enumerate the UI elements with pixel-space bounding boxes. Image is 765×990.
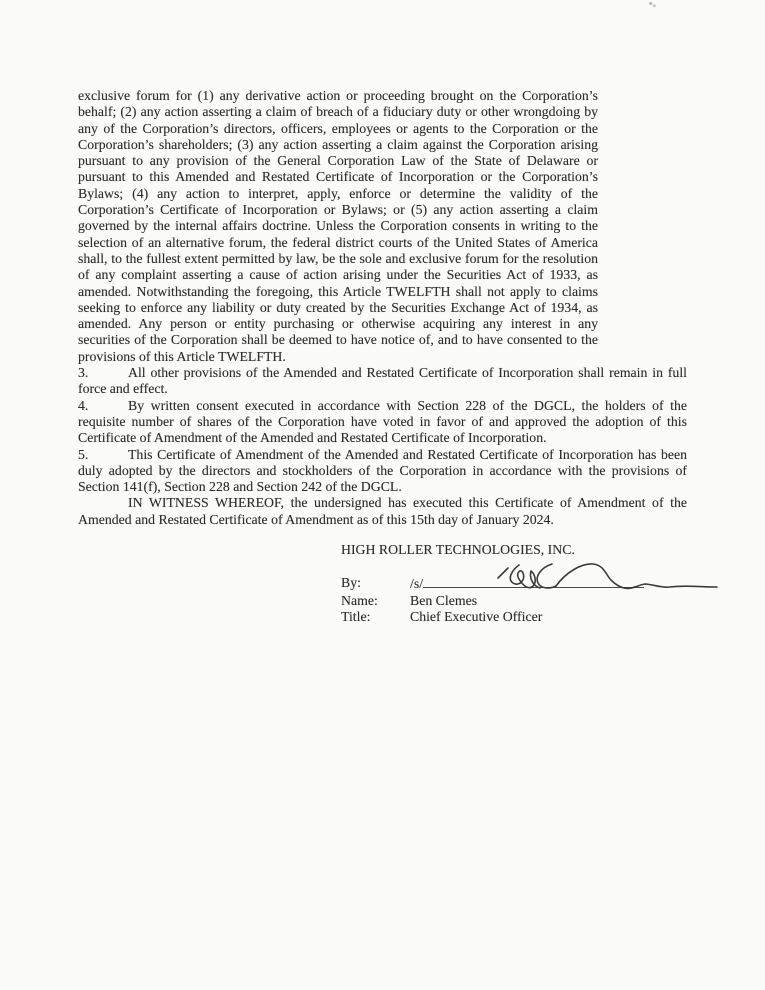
signature-value [410,575,644,592]
paragraph-number: 3. [78,365,89,381]
paragraph-text: By written consent executed in accordance with Section 228 of the DGCL, the holders of the requisite number of shares of the Corporation have voted in favor of and approved the adoption of this Certificate of Amendment of the Amended and Restated Certificate of Incorporation. [78,397,687,446]
paragraph-number: 4. [78,397,89,413]
article-twelfth-paragraph: exclusive forum for (1) any derivative action or proceeding brought on the Corporation’s behalf; (2) any action asserting a claim of breach of a fiduciary duty or other wrongdoing by any of the Corporation’s directors, officers, employees or agents to the Corporation or the Corporation’s shareholders; (3) any action asserting a claim against the Corporation arising pursuant to any provision of the General Corporation Law of the State of Delaware or pursuant to this Amended and Restated Certificate of Incorporation or the Corporation’s Bylaws; (4) any action to interpret, apply, enforce or determine the validity of the Corporation’s Certificate of Incorporation or Bylaws; or (5) any action asserting a claim governed by the internal affairs doctrine. Unless the Corporation consents in writing to the selection of an alternative forum, the federal district courts of the United States of America shall, to the fullest extent permitted by law, be the sole and exclusive forum for the resolution of any complaint asserting a cause of action arising under the Securities Act of 1933, as amended. Notwithstanding the foregoing, this Article TWELFTH shall not apply to claims seeking to enforce any liability or duty created by the Securities Exchange Act of 1934, as amended. Any person or entity purchasing or otherwise acquiring any interest in any securities of the Corporation shall be deemed to have notice of, and to have consented to the provisions of this Article TWELFTH. [78,88,598,364]
title-value: Chief Executive Officer [410,608,543,624]
by-label: By: [341,575,361,591]
witness-clause: IN WITNESS WHEREOF, the undersigned has executed this Certificate of Amendment of the Amended and Restated Certificate of Amendment as of this 15th day of January 2024. [78,495,687,527]
paragraph-number: 5. [78,446,89,462]
paragraph-text: This Certificate of Amendment of the Amended and Restated Certificate of Incorporation has been duly adopted by the directors and stockholders of the Corporation in accordance with the provisions of Section 141(f), Section 228 and Section 242 of the DGCL. [78,446,687,495]
paragraph-item-4 [78,398,687,447]
signature-line [423,575,644,588]
title-label: Title: [341,608,371,624]
signature-title-row [341,609,687,625]
name-label: Name: [341,592,378,608]
company-name: HIGH ROLLER TECHNOLOGIES, INC. [341,542,575,558]
document-body [78,88,687,625]
signature-name-row [341,593,687,609]
signature-prefix: /s/ [410,576,424,592]
paragraph-item-5 [78,447,687,496]
paragraph-item-3 [78,365,687,398]
scan-artifact [648,1,657,9]
signature-area [341,542,687,625]
paragraph-text: All other provisions of the Amended and Restated Certificate of Incorporation shall remain in full force and effect. [78,365,687,397]
name-value: Ben Clemes [410,592,478,608]
signature-by-row [341,575,687,592]
signature-rows [341,575,687,625]
